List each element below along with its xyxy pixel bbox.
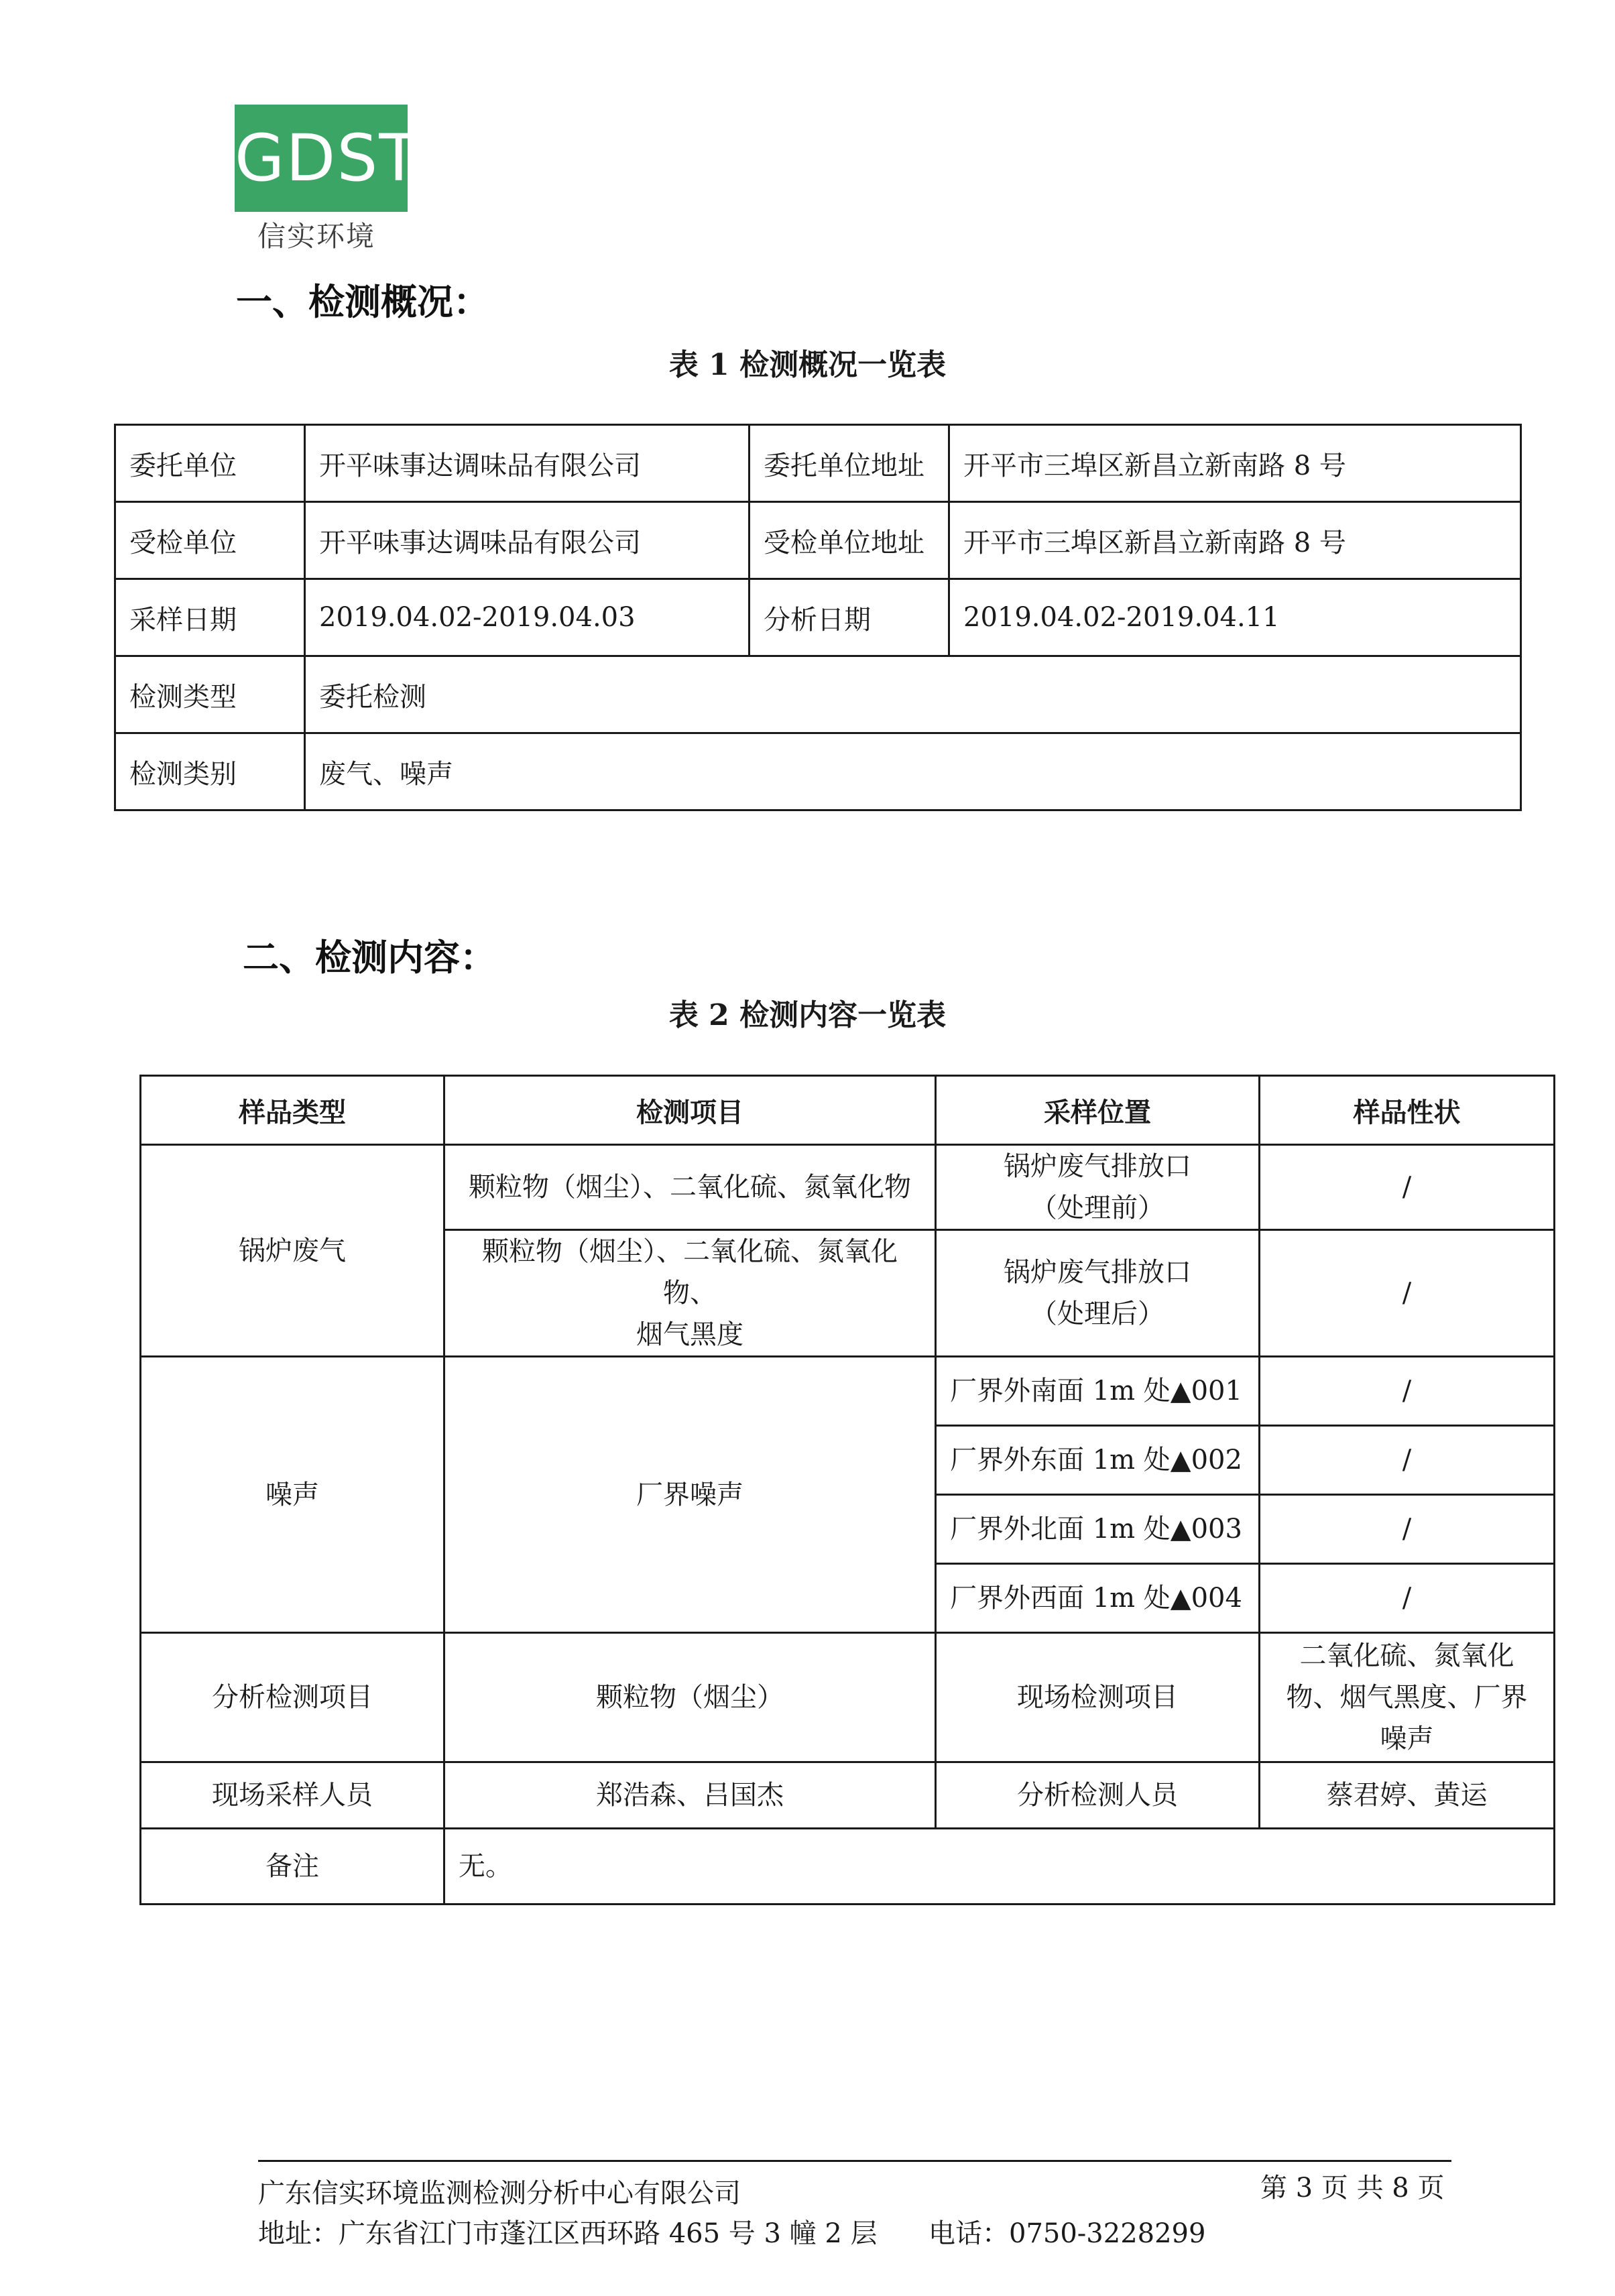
logo-mark: GDST: [235, 105, 408, 212]
field-items-line3: 噪声: [1380, 1724, 1434, 1754]
boiler-character-2: /: [1260, 1230, 1555, 1357]
table-row: [115, 502, 1521, 579]
table-row: [115, 579, 1521, 656]
noise-character-4: /: [1260, 1564, 1555, 1633]
footer-phone: 电话：0750-3228299: [929, 2218, 1206, 2249]
field-items-label: 现场检测项目: [936, 1633, 1260, 1762]
sampling-date-label: 采样日期: [115, 579, 305, 656]
remark-label: 备注: [141, 1829, 444, 1905]
client-addr-label: 委托单位地址: [750, 425, 949, 502]
boiler-type: 锅炉废气: [141, 1145, 444, 1357]
analysis-items-label: 分析检测项目: [141, 1633, 444, 1762]
table-row: [115, 425, 1521, 502]
analyst-value: 蔡君婷、黄运: [1260, 1762, 1555, 1829]
noise-location-2: 厂界外东面 1m 处▲002: [936, 1426, 1260, 1495]
test-type-value: 委托检测: [305, 656, 1521, 733]
header-sample-character: 样品性状: [1260, 1076, 1555, 1145]
sampler-label: 现场采样人员: [141, 1762, 444, 1829]
table-row: [141, 1633, 1555, 1762]
field-items-line2: 物、烟气黑度、厂界: [1286, 1682, 1528, 1713]
table-row: [115, 656, 1521, 733]
analysis-date-label: 分析日期: [750, 579, 949, 656]
test-type-label: 检测类型: [115, 656, 305, 733]
boiler-location-2-line2: （处理后）: [1030, 1298, 1164, 1329]
client-value: 开平味事达调味品有限公司: [305, 425, 750, 502]
table2-caption: 表 2 检测内容一览表: [668, 998, 947, 1032]
footer-address: 地址：广东省江门市蓬江区西环路 465 号 3 幢 2 层: [258, 2218, 878, 2249]
table-row: [141, 1145, 1555, 1230]
field-items-line1: 二氧化硫、氮氧化: [1299, 1640, 1514, 1671]
client-addr-value: 开平市三埠区新昌立新南路 8 号: [949, 425, 1521, 502]
client-label: 委托单位: [115, 425, 305, 502]
header-sampling-location: 采样位置: [936, 1076, 1260, 1145]
boiler-location-2-line1: 锅炉废气排放口: [1004, 1257, 1191, 1288]
boiler-item-2-line1: 颗粒物（烟尘）、二氧化硫、氮氧化物、: [482, 1236, 898, 1309]
table-row: [141, 1357, 1555, 1426]
inspected-value: 开平味事达调味品有限公司: [305, 502, 750, 579]
boiler-item-2: [444, 1230, 936, 1357]
boiler-location-1: [936, 1145, 1260, 1230]
table1-caption: 表 1 检测概况一览表: [668, 348, 947, 382]
section2-title: 二、检测内容：: [243, 936, 496, 979]
analyst-label: 分析检测人员: [936, 1762, 1260, 1829]
inspected-label: 受检单位: [115, 502, 305, 579]
inspected-addr-value: 开平市三埠区新昌立新南路 8 号: [949, 502, 1521, 579]
content-table: [139, 1075, 1555, 1905]
sampling-date-value: 2019.04.02-2019.04.03: [305, 579, 750, 656]
table-row: [141, 1762, 1555, 1829]
company-logo: [235, 105, 420, 255]
boiler-item-1: 颗粒物（烟尘）、二氧化硫、氮氧化物: [444, 1145, 936, 1230]
noise-character-3: /: [1260, 1495, 1555, 1564]
noise-location-1: 厂界外南面 1m 处▲001: [936, 1357, 1260, 1426]
header-test-item: 检测项目: [444, 1076, 936, 1145]
analysis-date-value: 2019.04.02-2019.04.11: [949, 579, 1521, 656]
table-row: [141, 1829, 1555, 1905]
table-header-row: [141, 1076, 1555, 1145]
overview-table: [114, 424, 1522, 811]
noise-location-4: 厂界外西面 1m 处▲004: [936, 1564, 1260, 1633]
header-sample-type: 样品类型: [141, 1076, 444, 1145]
noise-item: 厂界噪声: [444, 1357, 936, 1633]
inspected-addr-label: 受检单位地址: [750, 502, 949, 579]
table-row: [115, 733, 1521, 810]
boiler-location-2: [936, 1230, 1260, 1357]
noise-character-1: /: [1260, 1357, 1555, 1426]
footer-page-number: 第 3 页 共 8 页: [1260, 2173, 1445, 2203]
footer-divider: [258, 2160, 1451, 2162]
boiler-item-2-line2: 烟气黑度: [636, 1319, 743, 1350]
boiler-character-1: /: [1260, 1145, 1555, 1230]
test-category-label: 检测类别: [115, 733, 305, 810]
noise-type: 噪声: [141, 1357, 444, 1633]
noise-character-2: /: [1260, 1426, 1555, 1495]
field-items-value: [1260, 1633, 1555, 1762]
noise-location-3: 厂界外北面 1m 处▲003: [936, 1495, 1260, 1564]
remark-value: 无。: [444, 1829, 1555, 1905]
boiler-location-1-line1: 锅炉废气排放口: [1004, 1151, 1191, 1182]
footer-company: 广东信实环境监测检测分析中心有限公司: [258, 2178, 741, 2209]
logo-name: 信实环境: [257, 220, 376, 253]
boiler-location-1-line2: （处理前）: [1030, 1193, 1164, 1223]
sampler-value: 郑浩森、吕国杰: [444, 1762, 936, 1829]
test-category-value: 废气、噪声: [305, 733, 1521, 810]
section1-title: 一、检测概况：: [236, 280, 489, 323]
analysis-items-value: 颗粒物（烟尘）: [444, 1633, 936, 1762]
